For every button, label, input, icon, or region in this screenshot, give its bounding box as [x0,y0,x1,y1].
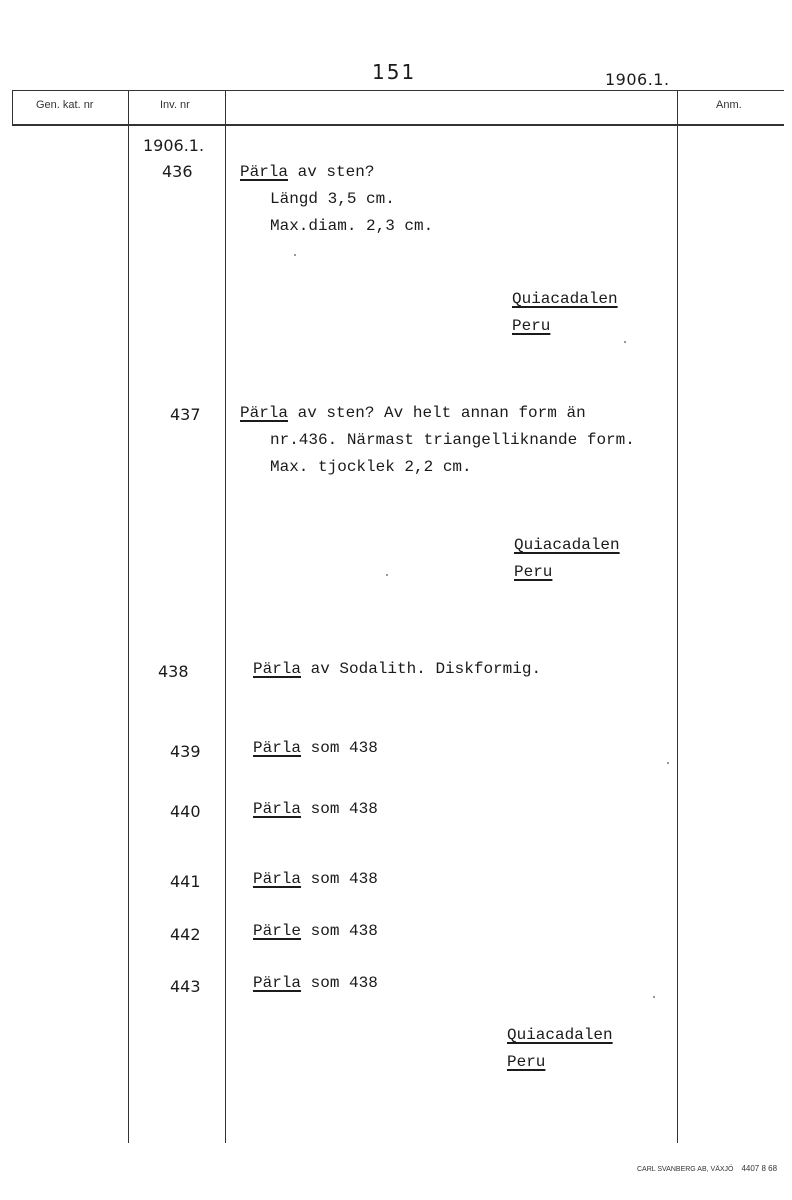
column-divider-1 [128,90,129,1143]
scan-speck [386,574,388,576]
column-divider-2 [225,90,226,1143]
table-left-border [12,90,13,125]
entry-title-line [253,970,378,997]
inventory-number: 437 [170,405,201,424]
entry-title: Pärla [253,660,302,678]
entry-title-line [240,159,433,186]
entry-text: som 438 [301,739,378,757]
location-country: Peru [507,1053,546,1071]
entry-title: Pärla [240,163,289,181]
entry-line: nr.436. Närmast triangelliknande form. [270,431,635,449]
location-block [514,532,620,586]
entry-title: Pärla [253,800,302,818]
entry-text: av Sodalith. Diskformig. [301,660,542,678]
entry-description [253,918,378,945]
location-country: Peru [514,563,553,581]
column-header-inv-nr: Inv. nr [160,99,190,111]
column-header-anm: Anm. [716,99,742,111]
printer-name: CARL SVANBERG AB, VÄXJÖ [637,1166,734,1173]
entry-title-line [253,735,378,762]
entry-text: av sten? Av helt annan form än [288,404,586,422]
entry-title: Pärla [240,404,289,422]
entry-text: som 438 [301,974,378,992]
scan-speck [667,762,669,764]
inventory-number: 438 [158,662,189,681]
page-number: 151 [372,60,417,84]
entry-description [253,796,378,823]
location-place: Quiacadalen [507,1026,613,1044]
location-country: Peru [512,317,551,335]
column-divider-3 [677,90,678,1143]
entry-text: som 438 [301,922,378,940]
location-block [512,286,618,340]
entry-description [240,159,433,240]
location-place: Quiacadalen [512,290,618,308]
entry-text: som 438 [301,870,378,888]
entry-description [253,866,378,893]
entry-title-line [253,866,378,893]
entry-text: av sten? [288,163,375,181]
inventory-number: 436 [162,162,193,181]
entry-line: Max. tjocklek 2,2 cm. [270,458,472,476]
entry-line: Max.diam. 2,3 cm. [270,217,434,235]
inventory-number: 440 [170,802,201,821]
inventory-number: 441 [170,872,201,891]
printer-imprint [637,1164,777,1173]
entry-description [253,970,378,997]
entry-title: Pärla [253,870,302,888]
entry-title-line [253,796,378,823]
location-place: Quiacadalen [514,536,620,554]
series-header: 1906.1. [605,70,670,89]
entry-title: Pärla [253,974,302,992]
entry-title-line [253,918,378,945]
inventory-number: 442 [170,925,201,944]
entry-title-line [240,400,635,427]
column-header-gen-kat-nr: Gen. kat. nr [36,99,94,111]
entry-description [240,400,635,481]
scan-speck [624,341,626,343]
scan-speck [294,254,296,256]
scan-speck [653,996,655,998]
location-block [507,1022,613,1076]
entry-description [253,735,378,762]
series-label: 1906.1. [143,136,205,155]
entry-title: Pärle [253,922,302,940]
form-code: 4407 8 68 [741,1164,778,1173]
inventory-number: 439 [170,742,201,761]
entry-text: som 438 [301,800,378,818]
entry-line: Längd 3,5 cm. [270,190,395,208]
entry-title: Pärla [253,739,302,757]
entry-title-line [253,656,541,683]
entry-description [253,656,541,683]
inventory-number: 443 [170,977,201,996]
